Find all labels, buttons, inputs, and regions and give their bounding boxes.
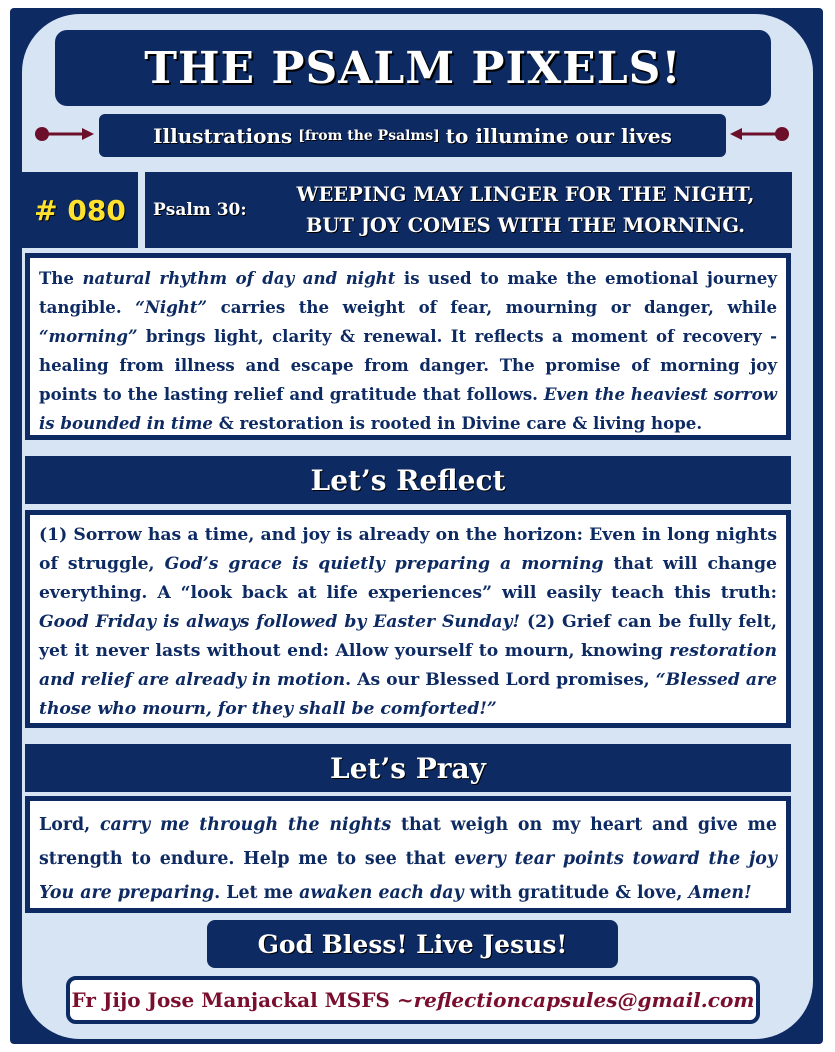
- intro-e1: natural rhythm of day and night: [82, 268, 396, 288]
- reflect-t1: (1) Sorrow has a time, and joy is already on the horizon: Even in long nights of struggle,: [39, 525, 777, 574]
- pray-e3: awaken each day: [299, 883, 464, 903]
- page-title: THE PSALM PIXELS!: [55, 30, 771, 106]
- pray-t2: that weigh on my heart and give me strength to endure. Help me to see that e: [39, 815, 777, 869]
- psalm-verse-line1: WEEPING MAY LINGER FOR THE NIGHT,: [296, 183, 755, 206]
- reflect-heading: Let’s Reflect: [25, 456, 791, 504]
- reflect-text: [29, 514, 787, 724]
- pray-e4: Amen!: [688, 883, 752, 903]
- psalm-verse: [267, 179, 784, 241]
- pray-panel: [25, 796, 791, 913]
- pray-text: [29, 800, 787, 909]
- pray-heading: Let’s Pray: [25, 744, 791, 792]
- intro-panel: [25, 253, 791, 440]
- pray-e2: very tear points toward the joy You are preparing: [39, 849, 777, 903]
- pray-t4: with gratitude & love,: [463, 883, 689, 903]
- psalm-verse-line2: BUT JOY COMES WITH THE MORNING.: [305, 214, 746, 237]
- intro-text: [29, 257, 787, 436]
- pray-e1: carry me through the nights: [99, 815, 392, 835]
- intro-t2: is used to make the emotional journey tangible.: [39, 268, 777, 317]
- right-arrow-icon: [730, 126, 790, 142]
- reflect-panel: [25, 510, 791, 728]
- reflect-t4: . As our Blessed Lord promises,: [345, 670, 656, 690]
- subtitle-banner: [99, 114, 726, 157]
- author-box: [66, 976, 760, 1024]
- reflect-e4: “Blessed are those who mourn, for they shall be comforted!”: [39, 670, 778, 719]
- psalm-banner: [145, 172, 792, 248]
- author-name: Fr Jijo Jose Manjackal MSFS ~: [71, 988, 414, 1012]
- pray-t3: . Let me: [214, 883, 300, 903]
- psalm-label: Psalm 30:: [153, 200, 247, 220]
- reflect-e1: God’s grace is quietly preparing a morning: [164, 554, 604, 574]
- entry-number: # 080: [22, 172, 138, 248]
- intro-t5: & restoration is rooted in Divine care & living hope.: [213, 413, 703, 433]
- left-arrow-icon: [34, 126, 94, 142]
- subtitle-small: [from the Psalms]: [298, 127, 440, 144]
- intro-e4: Even the heaviest sorrow is bounded in time: [39, 384, 777, 433]
- subtitle-main: Illustrations: [153, 123, 293, 148]
- pray-t1: Lord,: [39, 815, 100, 835]
- author-email[interactable]: reflectioncapsules@gmail.com: [413, 988, 755, 1012]
- intro-t4: brings light, clarity & renewal. It reflects a moment of recovery - healing from illness and escape from danger. The promise of morning joy points to the lasting relief and gratitude that follows.: [39, 326, 777, 404]
- reflect-e2: Good Friday is always followed by Easter Sunday!: [39, 612, 521, 632]
- intro-e2: “Night”: [135, 297, 208, 317]
- intro-e3: “morning”: [39, 326, 138, 346]
- blessing-banner: God Bless! Live Jesus!: [207, 920, 618, 968]
- intro-t1: The: [39, 268, 83, 288]
- reflect-t3: (2) Grief can be fully felt, yet it never lasts without end: Allow yourself to mourn, knowing: [39, 612, 777, 661]
- reflect-e3: restoration and relief are already in motion: [39, 641, 777, 690]
- reflect-t2: that will change everything. A “look back at life experiences” will easily teach this truth:: [39, 554, 777, 603]
- subtitle-end: to illumine our lives: [445, 123, 672, 148]
- intro-t3: carries the weight of fear, mourning or danger, while: [207, 297, 778, 317]
